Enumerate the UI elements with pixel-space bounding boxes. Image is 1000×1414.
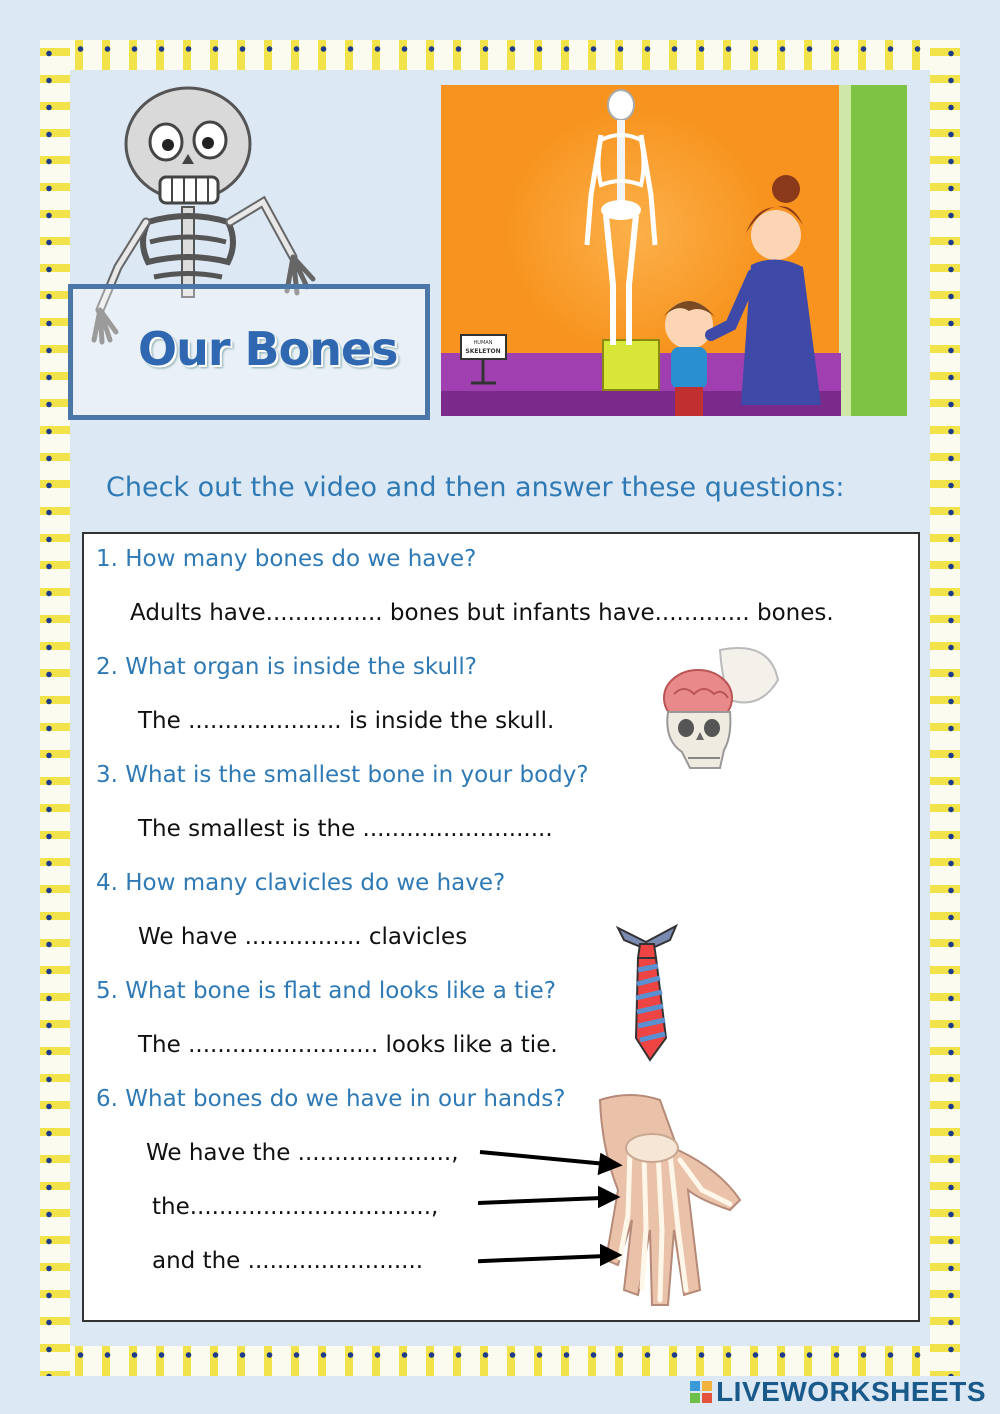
decorative-border-top [40, 40, 960, 70]
answer-line-6c[interactable]: and the ........................ [152, 1248, 424, 1274]
skull-brain-image [660, 640, 785, 772]
question-3: 3. What is the smallest bone in your body? [96, 762, 589, 788]
answer-line-4[interactable]: We have ................ clavicles [138, 924, 468, 950]
decorative-border-bottom [40, 1346, 960, 1376]
instructions-text: Check out the video and then answer these questions: [106, 472, 845, 503]
question-4: 4. How many clavicles do we have? [96, 870, 506, 896]
decorative-border-right [930, 40, 960, 1376]
page-title: Our Bones [138, 322, 398, 376]
video-thumbnail-image[interactable] [441, 85, 907, 416]
sign-line2: SKELETON [465, 348, 501, 355]
arrows-to-hand [478, 1140, 628, 1280]
answer-line-1[interactable]: Adults have................ bones but infants have............. bones. [130, 600, 834, 626]
answer-line-5[interactable]: The .......................... looks like a tie. [138, 1032, 558, 1058]
question-5: 5. What bone is flat and looks like a tie? [96, 978, 556, 1004]
sign-line1: HUMAN [473, 340, 493, 346]
answer-line-2[interactable]: The ..................... is inside the skull. [138, 708, 555, 734]
liveworksheets-logo[interactable] [690, 1374, 986, 1410]
tie-image [610, 918, 685, 1064]
decorative-border-left [40, 40, 70, 1376]
logo-icon [690, 1381, 712, 1403]
logo-text: LIVEWORKSHEETS [716, 1376, 986, 1407]
answer-line-3[interactable]: The smallest is the .......................... [138, 816, 553, 842]
question-2: 2. What organ is inside the skull? [96, 654, 478, 680]
question-1: 1. How many bones do we have? [96, 546, 477, 572]
answer-line-6a[interactable]: We have the ....................., [146, 1140, 459, 1166]
answer-line-6b[interactable]: the................................., [152, 1194, 439, 1220]
question-6: 6. What bones do we have in our hands? [96, 1086, 566, 1112]
